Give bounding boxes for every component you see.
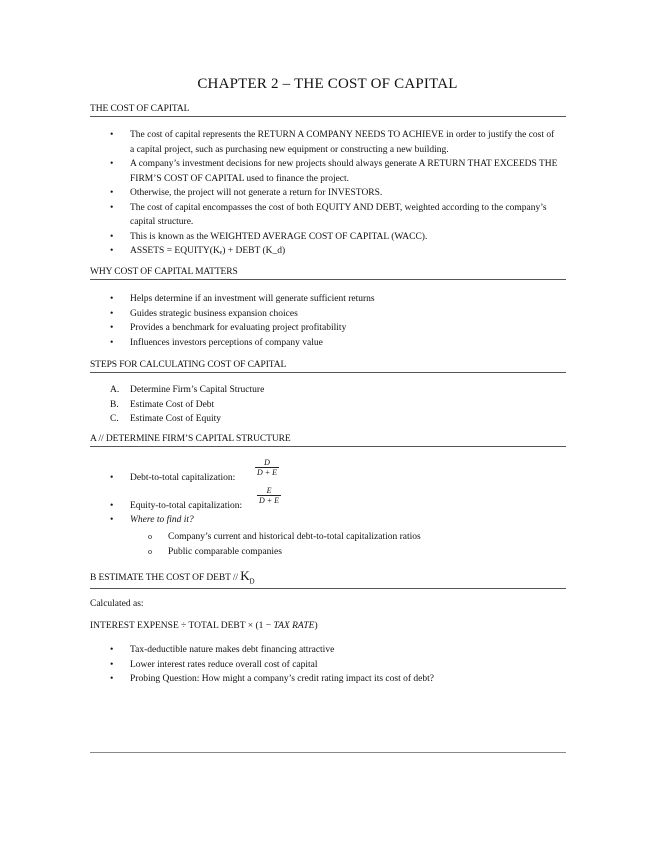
bullet-icon: • xyxy=(110,231,114,242)
bullet-icon: • xyxy=(110,246,114,256)
list-item: • Influences investors perceptions of company value xyxy=(110,336,560,351)
equity-ratio-label: Equity-to-total capitalization: xyxy=(130,501,243,511)
list-item: • Guides strategic business expansion choices xyxy=(110,307,560,322)
list-marker: B. xyxy=(110,399,119,410)
bullet-icon: • xyxy=(110,323,114,333)
list-item: • Tax-deductible nature makes debt financing attractive xyxy=(110,643,560,658)
list-item: • The cost of capital represents the RETURN A COMPANY NEEDS TO ACHIEVE in order to justify the cost of a capital project, such as purchasing new equipment or constructing a new building. xyxy=(110,130,555,155)
equity-ratio-fraction: $\frac{E}{D + E}$ xyxy=(259,486,280,505)
cost-of-capital-list xyxy=(110,128,560,259)
list-item: • ASSETS = EQUITY(Kₑ) + DEBT (K_d) xyxy=(110,244,560,259)
circle-bullet-icon: o xyxy=(148,532,152,541)
list-item: A. Determine Firm’s Capital Structure xyxy=(110,383,560,398)
list-item: • Probing Question: How might a company’s credit rating impact its cost of debt? xyxy=(110,672,560,687)
section-heading-steps: STEPS FOR CALCULATING COST OF CAPITAL xyxy=(90,360,566,373)
cost-of-debt-formula: INTEREST EXPENSE ÷ TOTAL DEBT × (1 − TAX RATE) xyxy=(90,621,318,631)
steps-list xyxy=(110,383,560,427)
list-item: • Lower interest rates reduce overall cost of capital xyxy=(110,658,560,673)
why-matters-list xyxy=(110,292,560,350)
bullet-icon: • xyxy=(110,294,114,304)
bullet-icon: • xyxy=(110,308,114,319)
footer-divider xyxy=(90,752,566,753)
list-marker: C. xyxy=(110,414,119,424)
list-item: o Company’s current and historical debt-to-total capitalization ratios xyxy=(148,530,548,545)
list-item: • Provides a benchmark for evaluating project profitability xyxy=(110,321,560,336)
chapter-title: CHAPTER 2 – THE COST OF CAPITAL xyxy=(197,76,458,92)
bullet-icon: • xyxy=(110,515,114,525)
section-heading-why-matters: WHY COST OF CAPITAL MATTERS xyxy=(90,267,566,280)
bullet-icon: • xyxy=(110,130,114,140)
bullet-icon: • xyxy=(110,202,114,213)
section-heading-capital-structure: A // DETERMINE FIRM’S CAPITAL STRUCTURE xyxy=(90,434,566,447)
debt-ratio-label: Debt-to-total capitalization: xyxy=(130,473,236,483)
cost-of-debt-list xyxy=(110,643,560,687)
list-item: • The cost of capital encompasses the cost of both EQUITY AND DEBT, weighted according to the company’s capital structure. xyxy=(110,202,547,227)
list-item: • Otherwise, the project will not generate a return for INVESTORS. xyxy=(110,186,560,201)
kd-symbol: $K_D$ xyxy=(240,568,255,586)
list-item: • A company’s investment decisions for new projects should always generate A RETURN THAT EXCEEDS THE FIRM’S COST OF CAPITAL used to finance the project. xyxy=(110,159,558,184)
where-to-find-sublist xyxy=(148,530,548,559)
circle-bullet-icon: o xyxy=(148,546,152,556)
list-item: o Public comparable companies xyxy=(148,545,548,560)
list-item: • This is known as the WEIGHTED AVERAGE COST OF CAPITAL (WACC). xyxy=(110,230,560,245)
bullet-icon: • xyxy=(110,645,114,655)
section-heading-cost-of-capital: THE COST OF CAPITAL xyxy=(90,104,566,117)
list-item: C. Estimate Cost of Equity xyxy=(110,412,560,427)
bullet-icon: • xyxy=(110,659,114,670)
section-heading-cost-of-debt: B ESTIMATE THE COST OF DEBT // $K_D$ xyxy=(90,568,566,589)
bullet-icon: • xyxy=(110,674,114,684)
calculated-as-label: Calculated as: xyxy=(90,599,144,609)
bullet-icon: • xyxy=(110,473,114,483)
bullet-icon: • xyxy=(110,159,114,169)
bullet-icon: • xyxy=(110,501,114,511)
list-item: • Helps determine if an investment will generate sufficient returns xyxy=(110,292,560,307)
list-item: B. Estimate Cost of Debt xyxy=(110,398,560,413)
bullet-icon: • xyxy=(110,337,114,348)
debt-ratio-fraction: $\frac{D}{D + E}$ xyxy=(257,458,278,477)
bullet-icon: • xyxy=(110,188,114,198)
where-to-find-label: Where to find it? xyxy=(130,515,194,525)
list-marker: A. xyxy=(110,385,120,395)
